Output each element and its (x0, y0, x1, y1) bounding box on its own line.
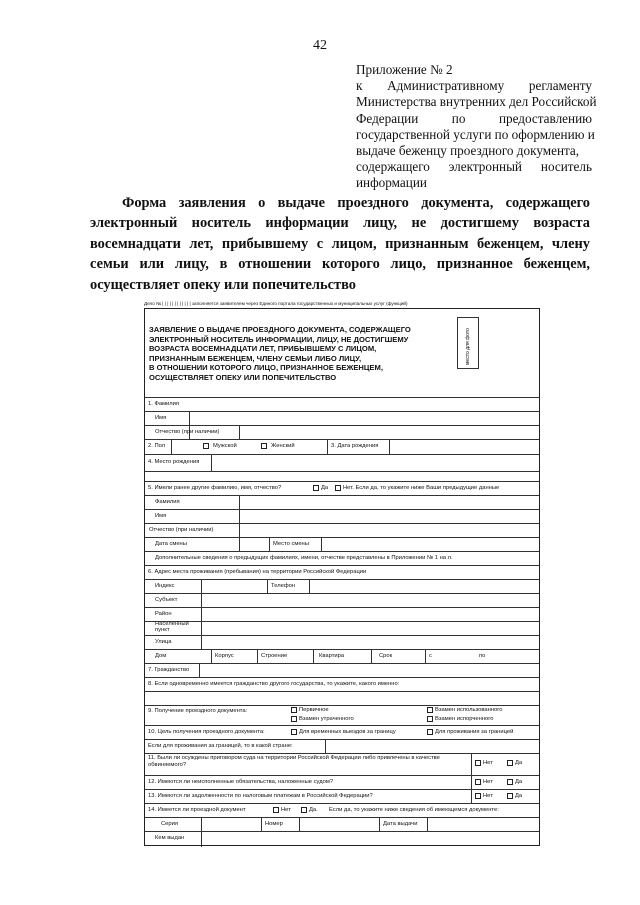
appendix-block (356, 62, 597, 192)
form-title-line: ЗАЯВЛЕНИЕ О ВЫДАЧЕ ПРОЕЗДНОГО ДОКУМЕНТА, СОДЕРЖАЩЕГО (149, 325, 411, 334)
heading-line: электронный носитель информации лицу, не достигшему возраста (90, 215, 590, 232)
damaged-checkbox[interactable] (427, 716, 433, 722)
field-surname-label: 1. Фамилия (148, 401, 180, 407)
convicted-yes-label: Да (515, 760, 523, 766)
field-sex-label: 2. Пол (148, 443, 166, 449)
has-doc-yes-checkbox[interactable] (301, 807, 307, 813)
primary-checkbox[interactable] (291, 707, 297, 713)
appendix-line: Министерства внутренних дел Российской (356, 94, 597, 110)
tax-no-label: Нет (483, 793, 493, 799)
field-address-label: 6. Адрес места проживания (пребывания) на территории Российской Федерации (148, 569, 367, 575)
obligations-yes-label: Да (515, 779, 523, 785)
tax-yes-label: Да (515, 793, 523, 799)
heading-line: семьи или лицу, в отношении которого лицо, признанное беженцем, (90, 256, 590, 273)
temporary-checkbox[interactable] (291, 729, 297, 735)
temporary-label: Для временных выездов за границу (299, 729, 396, 735)
damaged-label: Взамен испорченного (435, 716, 494, 722)
field-prev-names-question: 5. Имели ранее другие фамилию, имя, отчество? (148, 485, 282, 491)
subject-label: Субъект (155, 597, 178, 603)
appendix-line: к Административному регламенту (356, 78, 592, 94)
appendix-line: информации (356, 175, 427, 191)
prev-names-no-checkbox[interactable] (335, 485, 341, 491)
appendix-line: выдаче беженцу проездного документа, (356, 143, 580, 159)
term-from-label: с (429, 653, 432, 659)
lost-label: Взамен утраченного (299, 716, 354, 722)
series-label: Серия (161, 821, 179, 827)
field-convicted-label: 11. Были ли осуждены приговором суда на территории Российской Федерации либо привлечены в качестве обвиняемого? (148, 755, 440, 768)
form-title-line: В ОТНОШЕНИИ КОТОРОГО ЛИЦО, ПРИЗНАННОЕ БЕЖЕНЦЕМ, (149, 363, 383, 373)
lost-checkbox[interactable] (291, 716, 297, 722)
heading-line: восемнадцати лет, прибывшему с лицом, признанным беженцем, члену (90, 235, 590, 252)
field-pob-label: 4. Место рождения (148, 459, 200, 465)
appendix-line: содержащего электронный носитель (356, 159, 592, 175)
convicted-no-label: Нет (483, 760, 493, 766)
obligations-no-label: Нет (483, 779, 493, 785)
heading-line: осуществляет опеку или попечительство (90, 276, 356, 293)
primary-label: Первичное (299, 707, 329, 713)
phone-label: Телефон (271, 583, 296, 589)
document-heading (90, 193, 590, 295)
locality-label: Населенный пункт (155, 621, 189, 633)
prev-names-no-label: Нет. Если да, то укажите ниже Ваши предыдущие данные (343, 485, 500, 491)
apartment-label: Квартира (319, 653, 345, 659)
prev-patronymic-label: Отчество (при наличии) (149, 527, 214, 533)
has-doc-no-label: Нет (281, 807, 291, 813)
residence-checkbox[interactable] (427, 729, 433, 735)
change-place-label: Место смены (273, 541, 309, 547)
change-date-label: Дата смены (155, 541, 187, 547)
female-label: Женский (271, 443, 295, 449)
used-label: Взамен использованного (435, 707, 503, 713)
convicted-yes-checkbox[interactable] (507, 760, 513, 766)
heading-line: Форма заявления о выдаче проездного документа, содержащего (122, 195, 590, 211)
field-obligations-label: 12. Имеются ли неисполненные обязательства, наложенные судом? (148, 779, 334, 785)
prev-name-label: Имя (155, 513, 167, 519)
additional-info-label: Дополнительные сведения о предыдущих фамилиях, имени, отчестве представлены в Приложении № 1 на л. (155, 555, 453, 561)
male-checkbox[interactable] (203, 443, 209, 449)
page-number: 42 (313, 38, 327, 53)
prev-surname-label: Фамилия (155, 499, 180, 505)
korpus-label: Корпус (215, 653, 234, 659)
term-to-label: по (479, 653, 486, 659)
obligations-yes-checkbox[interactable] (507, 779, 513, 785)
prev-names-yes-checkbox[interactable] (313, 485, 319, 491)
appendix-line: Приложение № 2 (356, 62, 453, 77)
issue-date-label: Дата выдачи (383, 821, 418, 827)
form-title-line: ПРИЗНАННЫМ БЕЖЕНЦЕМ, ЧЛЕНУ СЕМЬИ ЛИБО ЛИЦУ, (149, 353, 362, 363)
appendix-line: государственной услуги по оформлению и (356, 126, 595, 142)
residence-label: Для проживания за границей (435, 729, 514, 735)
male-label: Мужской (213, 443, 237, 449)
street-label: Улица (155, 639, 172, 645)
index-label: Индекс (155, 583, 175, 589)
tax-no-checkbox[interactable] (475, 793, 481, 799)
field-tax-label: 13. Имеются ли задолженности по налоговым платежам в Российской Федерации? (148, 793, 373, 799)
photo-label: место для фото (465, 328, 471, 365)
number-label: Номер (265, 821, 283, 827)
obligations-no-checkbox[interactable] (475, 779, 481, 785)
has-doc-no-checkbox[interactable] (273, 807, 279, 813)
female-checkbox[interactable] (261, 443, 267, 449)
field-country-label: Если для проживания за границей, то в какой стране: (148, 743, 293, 749)
has-doc-yes-label: Да. (309, 807, 318, 813)
has-doc-tail-label: Если да, то укажите ниже сведения об имеющемся документе: (329, 807, 499, 813)
issued-by-label: Кем выдан (155, 835, 185, 841)
tax-yes-checkbox[interactable] (507, 793, 513, 799)
field-name-label: Имя (155, 415, 167, 421)
form-title-line: ВОЗРАСТА ВОСЕМНАДЦАТИ ЛЕТ, ПРИБЫВШЕМУ С ЛИЦОМ, (149, 344, 377, 354)
application-form (144, 308, 540, 846)
field-dob-label: 3. Дата рождения (331, 443, 379, 449)
form-title-line: ОСУЩЕСТВЛЯЕТ ОПЕКУ ИЛИ ПОПЕЧИТЕЛЬСТВО (149, 372, 337, 382)
form-title-line: ЭЛЕКТРОННЫЙ НОСИТЕЛЬ ИНФОРМАЦИИ, ЛИЦУ, НЕ ДОСТИГШЕМУ (149, 334, 409, 344)
field-citizenship-label: 7. Гражданство (148, 667, 190, 673)
field-purpose-label: 10. Цель получения проездного документа: (148, 729, 265, 735)
field-other-citizenship-label: 8. Если одновременно имеется гражданство другого государства, то укажите, какого именно: (148, 681, 400, 687)
used-checkbox[interactable] (427, 707, 433, 713)
field-has-doc-label: 14. Имеется ли проездной документ (148, 807, 246, 813)
form-top-line: Дело № | | | | | | | | | | | | заполняется заявителем через Единого портала государственных и муниципальных услуг (функций) (144, 301, 408, 306)
convicted-no-checkbox[interactable] (475, 760, 481, 766)
field-receipt-label: 9. Получение проездного документа: (148, 708, 248, 714)
building-label: Строение (261, 653, 288, 659)
district-label: Район (155, 611, 172, 617)
appendix-line: Федерации по предоставлению (356, 110, 592, 126)
form-title (149, 325, 449, 383)
house-label: Дом (155, 653, 167, 659)
term-label: Срок (379, 653, 393, 659)
field-patronymic-label: Отчество (при наличии) (155, 429, 220, 435)
prev-names-yes-label: Да (321, 485, 329, 491)
